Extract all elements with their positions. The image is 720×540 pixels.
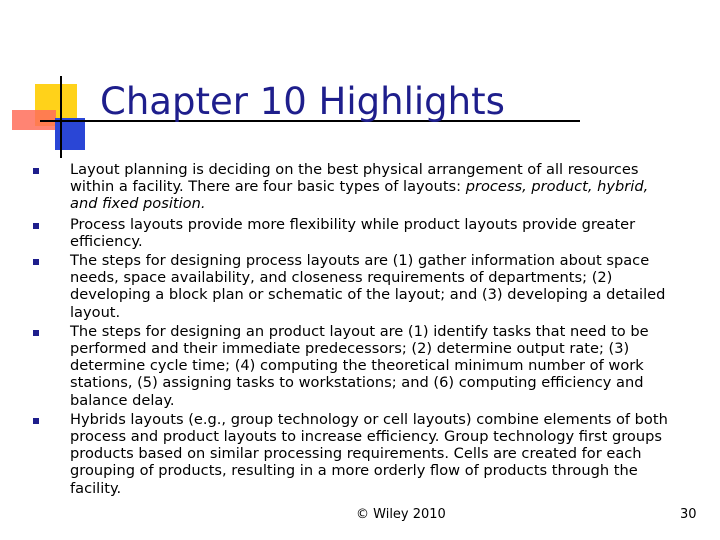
bullet-text: Process layouts provide more flexibility while product layouts provide greater efficiency. [70,215,636,250]
bullet-text: Hybrids layouts (e.g., group technology or cell layouts) combine elements of both process and product layouts to increase efficiency. Group technology first groups products based on similar processing requirements. Cells are created for each grouping of products, resulting in a more orderly flow of products through the facility. [70,410,668,497]
bullet-square-icon [33,168,39,174]
copyright-notice: © Wiley 2010 [356,507,446,522]
bullet-square-icon [33,418,39,424]
bullet-list [0,161,720,499]
bullet-item [0,323,720,409]
bullet-square-icon [33,259,39,265]
bullet-item [0,411,720,497]
bullet-square-icon [33,223,39,229]
bullet-item [0,161,720,213]
bullet-text: Layout planning is deciding on the best physical arrangement of all resources within a facility. There are four basic types of layouts: [70,161,639,196]
bullet-square-icon [33,330,39,336]
logo-vertical-line [60,76,62,158]
bullet-item [0,216,720,250]
page-number: 30 [680,507,697,522]
bullet-item [0,252,720,321]
slide-title: Chapter 10 Highlights [100,80,505,123]
bullet-text: The steps for designing an product layout are (1) identify tasks that need to be performed and their immediate predecessors; (2) determine output rate; (3) determine cycle time; (4) computing the theoretical minimum number of work stations, (5) assigning tasks to workstations; and (6) computing efficiency and balance delay. [70,322,649,409]
bullet-text: The steps for designing process layouts are (1) gather information about space needs, space availability, and closeness requirements of departments; (2) developing a block plan or schematic of the layout; and (3) developing a detailed layout. [70,252,666,321]
bullet-emphasis: process, product, hybrid, and fixed position. [70,178,649,213]
